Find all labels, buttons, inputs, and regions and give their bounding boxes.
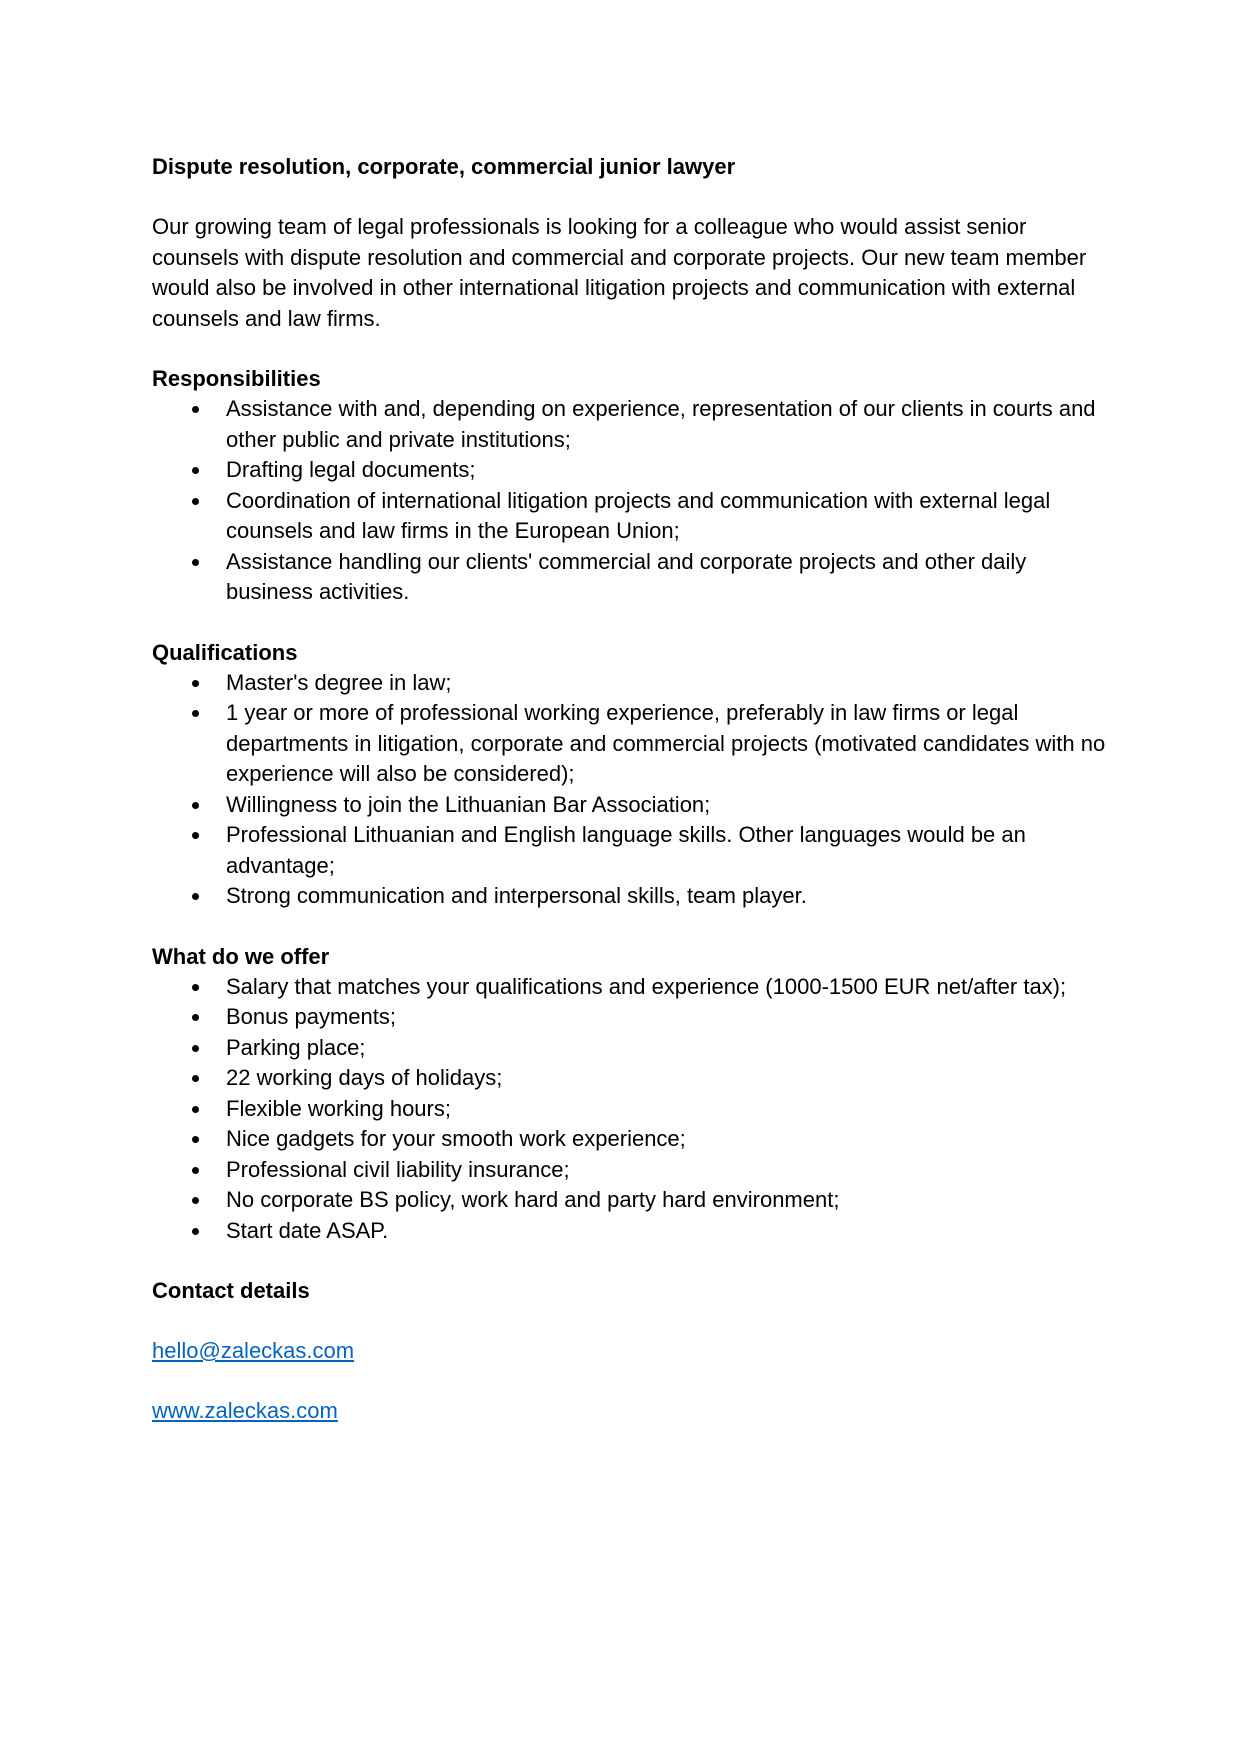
responsibilities-heading: Responsibilities [152, 366, 321, 391]
list-item-text: Bonus payments; [226, 1004, 396, 1029]
list-item-text: Start date ASAP. [226, 1217, 389, 1243]
list-item [152, 1185, 1112, 1216]
list-item-text: Salary that matches your qualifications and experience (1000-1500 EUR net/after tax); [226, 973, 1067, 999]
offer-heading: What do we offer [152, 943, 330, 969]
list-item-text: Assistance with and, depending on experience, representation of our clients in courts and other public and private institutions; [226, 396, 1096, 452]
list-item [152, 547, 1112, 608]
list-item [152, 1124, 1112, 1155]
bullet-icon [192, 680, 199, 687]
list-item [152, 881, 1112, 912]
list-item [152, 790, 1112, 821]
bullet-icon [192, 802, 199, 809]
email-row [152, 1306, 1112, 1366]
document-page [152, 152, 1112, 1426]
list-item [152, 1033, 1112, 1064]
list-item [152, 1063, 1112, 1094]
bullet-icon [192, 406, 199, 413]
list-item-text: Coordination of international litigation projects and communication with external legal counsels and law firms in the European Union; [226, 487, 1051, 543]
offer-list [152, 972, 1112, 1247]
bullet-icon [192, 1106, 199, 1113]
qualifications-heading: Qualifications [152, 639, 298, 665]
list-item [152, 455, 1112, 486]
list-item-text: Professional civil liability insurance; [226, 1156, 570, 1182]
list-item [152, 394, 1112, 455]
list-item [152, 1155, 1112, 1186]
list-item [152, 1094, 1112, 1125]
list-item-text: 1 year or more of professional working experience, preferably in law firms or legal departments in litigation, corporate and commercial projects (motivated candidates with no experience will also be considered); [226, 700, 1106, 786]
bullet-icon [192, 1014, 199, 1021]
responsibilities-list [152, 394, 1112, 608]
list-item-text: Nice gadgets for your smooth work experience; [226, 1126, 686, 1151]
list-item-text: Strong communication and interpersonal skills, team player. [226, 883, 807, 908]
bullet-icon [192, 832, 199, 839]
website-link[interactable]: www.zaleckas.com [152, 1398, 338, 1423]
list-item-text: Parking place; [226, 1034, 366, 1060]
website-row [152, 1366, 1112, 1426]
job-title: Dispute resolution, corporate, commercial junior lawyer [152, 154, 736, 179]
list-item-text: No corporate BS policy, work hard and party hard environment; [226, 1187, 840, 1212]
email-link[interactable]: hello@zaleckas.com [152, 1338, 355, 1363]
bullet-icon [192, 1197, 199, 1204]
list-item-text: Master's degree in law; [226, 669, 452, 695]
qualifications-list [152, 668, 1112, 912]
list-item-text: Flexible working hours; [226, 1095, 451, 1121]
list-item [152, 668, 1112, 699]
list-item [152, 820, 1112, 881]
list-item-text: Assistance handling our clients' commercial and corporate projects and other daily business activities. [226, 548, 1027, 604]
intro-paragraph: Our growing team of legal professionals is looking for a colleague who would assist senior counsels with dispute resolution and commercial and corporate projects. Our new team member would also be involved in other international litigation projects and communication with external counsels and law firms. [152, 214, 1087, 331]
list-item-text: Drafting legal documents; [226, 457, 476, 482]
bullet-icon [192, 1167, 199, 1174]
list-item [152, 698, 1112, 790]
list-item [152, 1002, 1112, 1033]
bullet-icon [192, 710, 199, 717]
list-item-text: Willingness to join the Lithuanian Bar Association; [226, 791, 711, 817]
bullet-icon [192, 893, 199, 900]
bullet-icon [192, 559, 199, 566]
bullet-icon [192, 498, 199, 505]
bullet-icon [192, 984, 199, 991]
bullet-icon [192, 1136, 199, 1143]
list-item-text: Professional Lithuanian and English language skills. Other languages would be an advantage; [226, 822, 1026, 878]
list-item [152, 972, 1112, 1003]
bullet-icon [192, 1045, 199, 1052]
bullet-icon [192, 467, 199, 474]
contact-heading: Contact details [152, 1278, 310, 1303]
bullet-icon [192, 1228, 199, 1235]
list-item [152, 1216, 1112, 1247]
bullet-icon [192, 1075, 199, 1082]
list-item-text: 22 working days of holidays; [226, 1065, 503, 1090]
list-item [152, 486, 1112, 547]
